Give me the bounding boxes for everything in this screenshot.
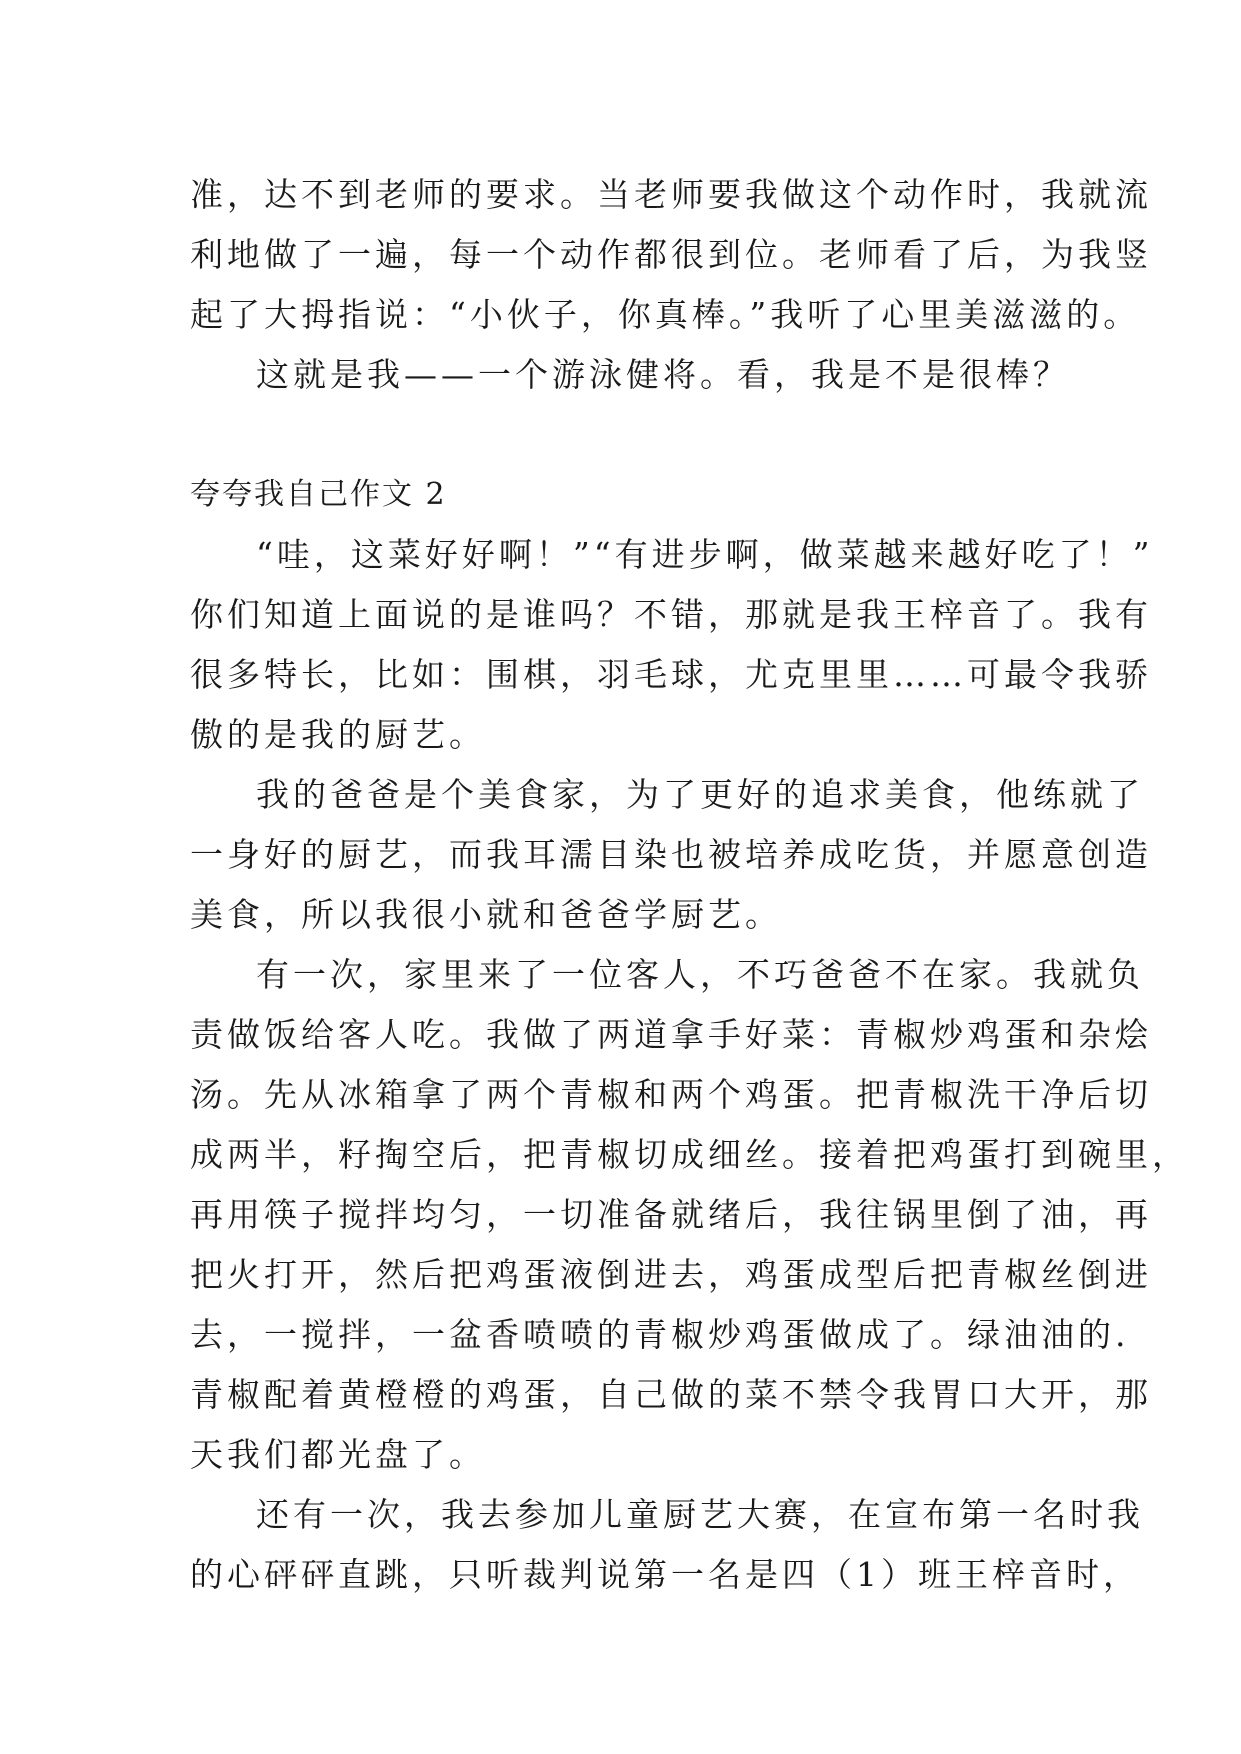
essay-title: 夸夸我自己作文 2 <box>190 477 447 512</box>
text-line: 天我们都光盘了。 <box>190 1435 486 1474</box>
text-line: 利地做了一遍，每一个动作都很到位。老师看了后，为我竖 <box>190 235 1152 274</box>
text-line: 责做饭给客人吃。我做了两道拿手好菜：青椒炒鸡蛋和杂烩 <box>190 1015 1152 1054</box>
text-line: 一身好的厨艺，而我耳濡目染也被培养成吃货，并愿意创造 <box>190 835 1152 874</box>
text-line: 去，一搅拌，一盆香喷喷的青椒炒鸡蛋做成了。绿油油的. <box>190 1315 1130 1354</box>
text-line: 美食，所以我很小就和爸爸学厨艺。 <box>190 895 782 934</box>
text-line: 把火打开，然后把鸡蛋液倒进去，鸡蛋成型后把青椒丝倒进 <box>190 1255 1152 1294</box>
text-line: 还有一次，我去参加儿童厨艺大赛，在宣布第一名时我 <box>256 1495 1144 1534</box>
text-line: 有一次，家里来了一位客人，不巧爸爸不在家。我就负 <box>256 955 1144 994</box>
text-line: 傲的是我的厨艺。 <box>190 715 486 754</box>
text-line: “哇，这菜好好啊！”“有进步啊，做菜越来越好吃了！” <box>256 535 1154 574</box>
text-line: 这就是我——一个游泳健将。看，我是不是很棒？ <box>256 355 1070 394</box>
text-line: 再用筷子搅拌均匀，一切准备就绪后，我往锅里倒了油，再 <box>190 1195 1152 1234</box>
text-line: 汤。先从冰箱拿了两个青椒和两个鸡蛋。把青椒洗干净后切 <box>190 1075 1152 1114</box>
document-page <box>190 165 1189 1605</box>
text-line: 我的爸爸是个美食家，为了更好的追求美食，他练就了 <box>256 775 1144 814</box>
section-gap <box>190 405 1070 465</box>
text-line: 起了大拇指说：“小伙子，你真棒。”我听了心里美滋滋的。 <box>190 295 1141 334</box>
text-line: 的心砰砰直跳，只听裁判说第一名是四（1）班王梓音时， <box>190 1555 1140 1594</box>
text-line: 准，达不到老师的要求。当老师要我做这个动作时，我就流 <box>190 175 1152 214</box>
text-line: 你们知道上面说的是谁吗？不错，那就是我王梓音了。我有 <box>190 595 1152 634</box>
text-line: 很多特长，比如：围棋，羽毛球，尤克里里……可最令我骄 <box>190 655 1152 694</box>
text-line: 成两半，籽掏空后，把青椒切成细丝。接着把鸡蛋打到碗里， <box>190 1135 1189 1174</box>
text-line: 青椒配着黄橙橙的鸡蛋，自己做的菜不禁令我胃口大开，那 <box>190 1375 1152 1414</box>
